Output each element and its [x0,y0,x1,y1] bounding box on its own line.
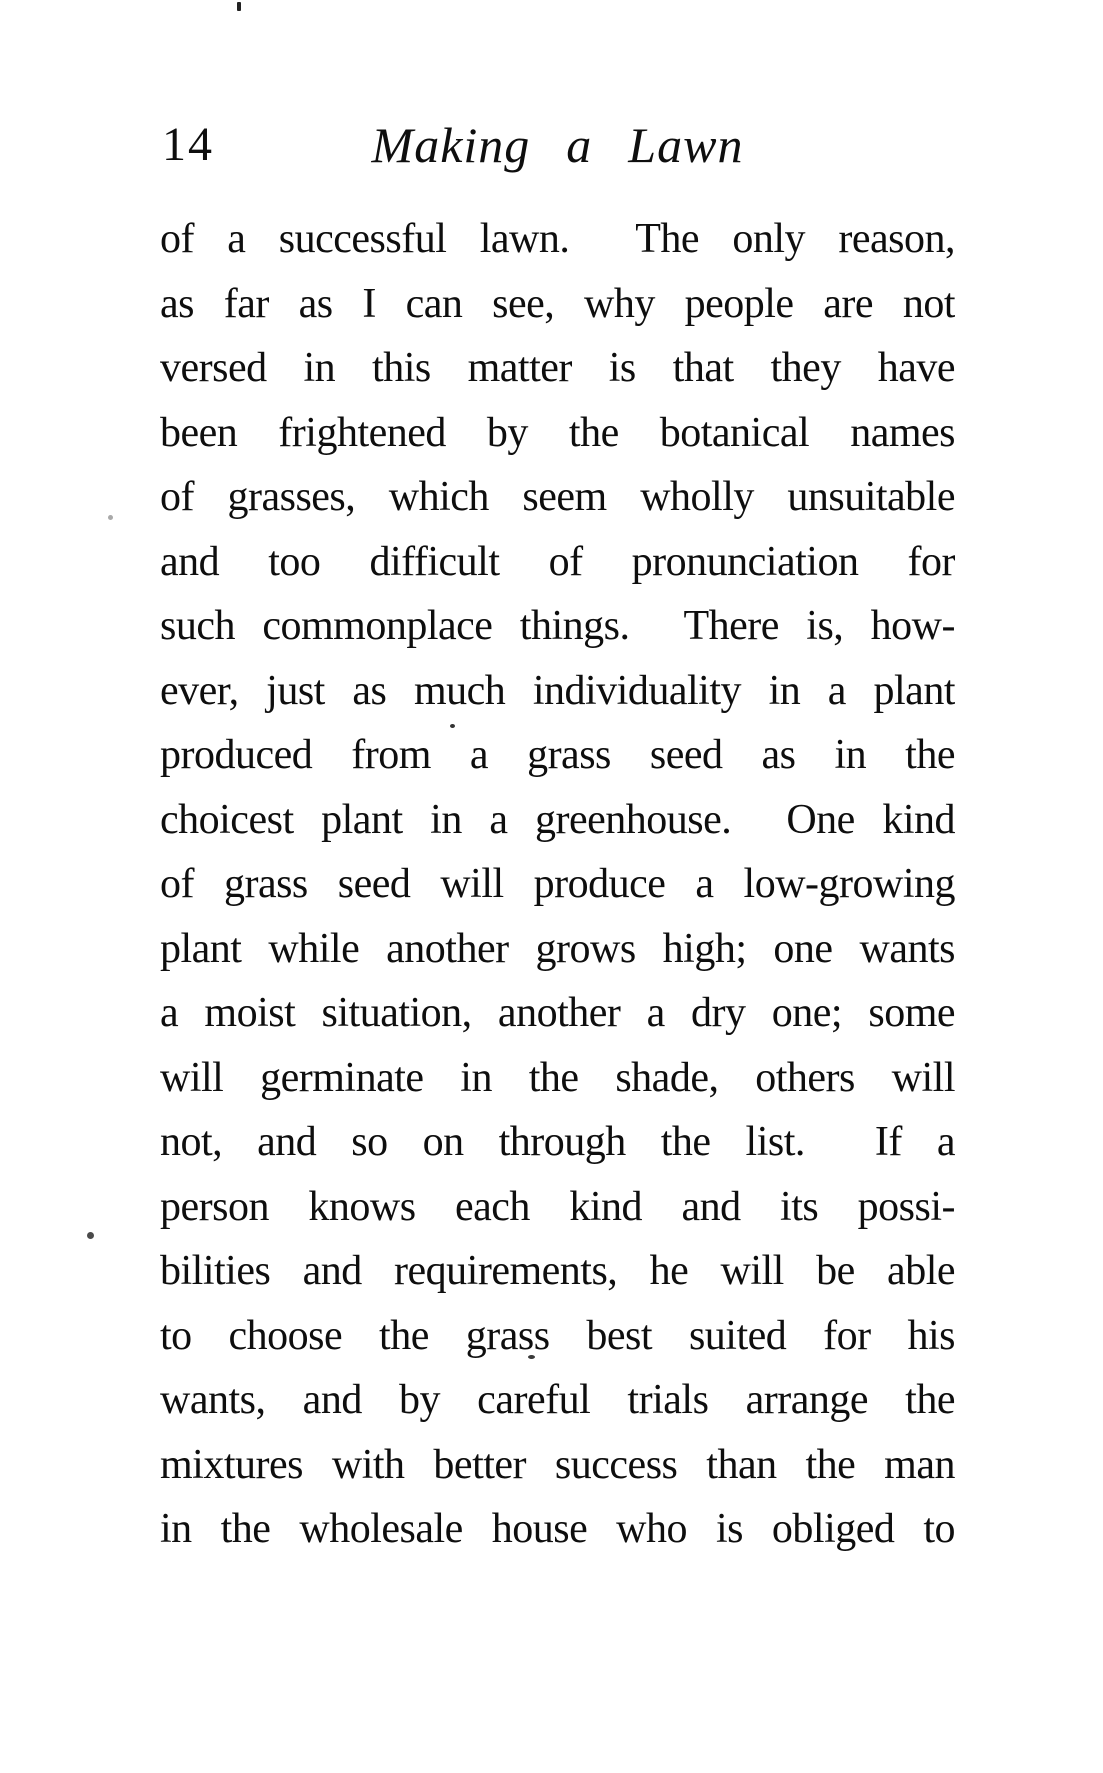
text-line: to choose the grass best suited for his [160,1312,955,1359]
text-line: and too difficult of pronunciation for [160,538,955,585]
text-line: produced from a grass seed as in the [160,732,955,778]
text-line: of grasses, which seem wholly unsuitable [160,474,955,520]
running-title: Making a Lawn [371,117,744,173]
text-line: of grass seed will produce a low-growing [160,861,955,907]
text-line: mixtures with better success than the man [160,1441,955,1488]
page-header [160,113,955,179]
body-text [160,207,955,1562]
text-line: not, and so on through the list. If a [160,1119,955,1165]
text-line: ever, just as much individuality in a plant [160,667,955,714]
text-line: as far as I can see, why people are not [160,280,955,327]
text-line: been frightened by the botanical names [160,409,955,456]
text-line: will germinate in the shade, others will [160,1054,955,1101]
text-line: versed in this matter is that they have [160,345,955,391]
scan-speck [87,1232,94,1239]
text-line: of a successful lawn. The only reason, [160,216,955,262]
text-line: plant while another grows high; one wants [160,925,955,972]
text-line: person knows each kind and its possi- [160,1183,955,1230]
text-line: choicest plant in a greenhouse. One kind [160,796,955,843]
text-line: a moist situation, another a dry one; some [160,990,955,1036]
text-line: wants, and by careful trials arrange the [160,1377,955,1423]
scan-speck [108,515,113,520]
scan-speck [237,2,241,11]
text-line: bilities and requirements, he will be able [160,1248,955,1294]
page-number: 14 [162,118,214,171]
text-line: in the wholesale house who is obliged to [160,1506,955,1552]
text-line: such commonplace things. There is, how- [160,603,955,649]
